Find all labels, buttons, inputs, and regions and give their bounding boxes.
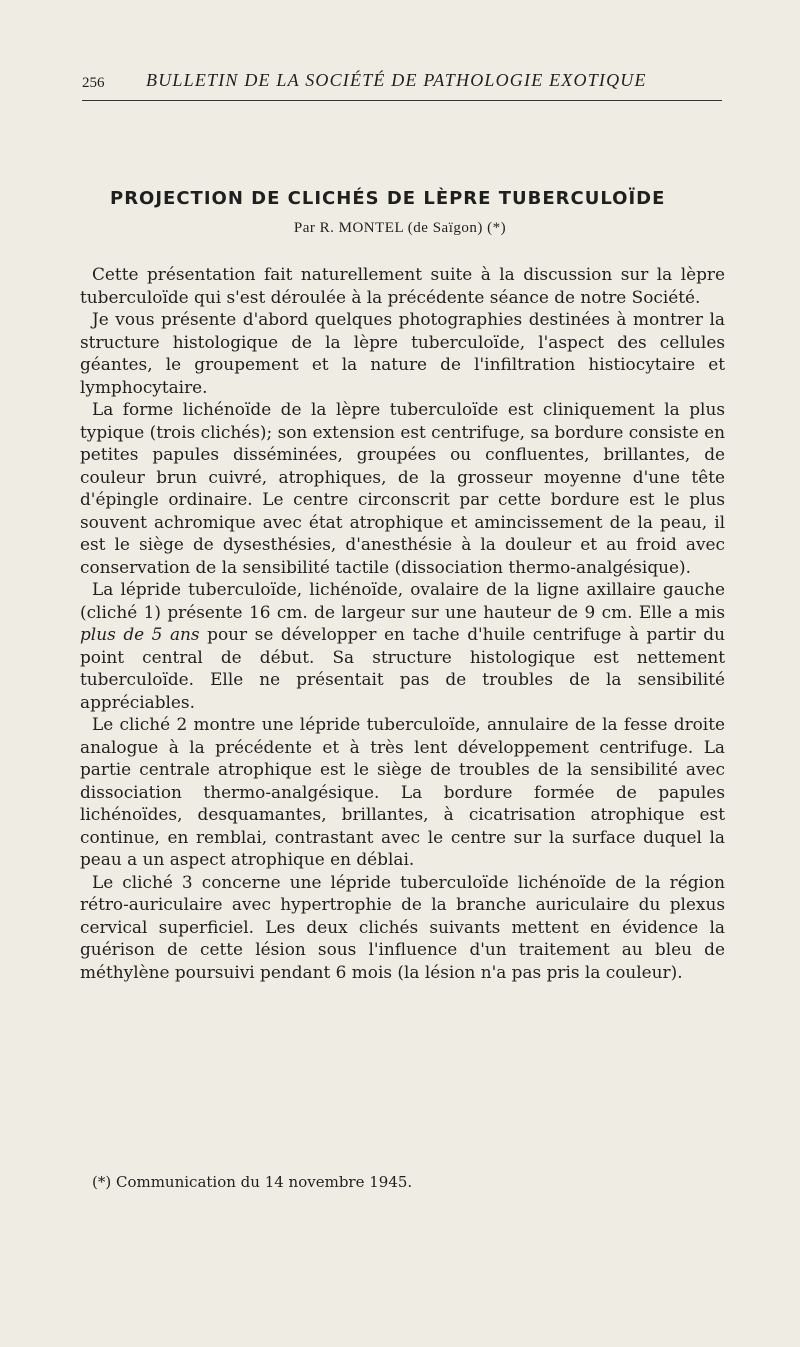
footnote: (*) Communication du 14 novembre 1945. (92, 1173, 413, 1191)
header-rule (82, 100, 722, 101)
byline: Par R. MONTEL (de Saïgon) (*) (293, 220, 507, 236)
paragraph-2: Je vous présente d'abord quelques photographies destinées à montrer la structure histologique de la lèpre tuberculoïde, l'aspect des cellules géantes, le groupement et la nature de l'infiltration histiocytaire et lymphocytaire. (80, 309, 725, 397)
paragraph-4-text-start: La lépride tuberculoïde, lichénoïde, ovalaire de la ligne axillaire gauche (cliché 1) présente 16 cm. de largeur sur une hauteur de 9 cm. Elle a mis (80, 579, 725, 622)
paragraph-4-italic: plus de 5 ans (80, 624, 200, 644)
article-title: PROJECTION DE CLICHÉS DE LÈPRE TUBERCULOÏDE (110, 188, 666, 209)
journal-title: BULLETIN DE LA SOCIÉTÉ DE PATHOLOGIE EXOTIQUE (146, 70, 647, 90)
paragraph-4-text-end: pour se développer en tache d'huile centrifuge à partir du point central de début. Sa structure histologique est nettement tuberculoïde. Elle ne présentait pas de troubles de la sensibilité appréciables. (80, 624, 725, 712)
paragraph-3: La forme lichénoïde de la lèpre tuberculoïde est cliniquement la plus typique (trois clichés); son extension est centrifuge, sa bordure consiste en petites papules disséminées, groupées ou confluentes, brillantes, de couleur brun cuivré, atrophiques, de la grosseur moyenne d'une tête d'épingle ordinaire. Le centre circonscrit par cette bordure est le plus souvent achromique avec état atrophique et amincissement de la peau, il est le siège de dysesthésies, d'anesthésie à la douleur et au froid avec conservation de la sensibilité tactile (dissociation thermo-analgésique). (80, 399, 725, 577)
paragraph-1: Cette présentation fait naturellement suite à la discussion sur la lèpre tuberculoïde qui s'est déroulée à la précédente séance de notre Société. (80, 264, 725, 307)
paragraph-5: Le cliché 2 montre une lépride tuberculoïde, annulaire de la fesse droite analogue à la précédente et à très lent développement centrifuge. La partie centrale atrophique est le siège de troubles de la sensibilité avec dissociation thermo-analgésique. La bordure formée de papules lichénoïdes, desquamantes, brillantes, à cicatrisation atrophique est continue, en remblai, contrastant avec le centre sur la surface duquel la peau a un aspect atrophique en déblai. (80, 714, 725, 869)
paragraph-4 (80, 578, 725, 713)
page-number: 256 (82, 75, 105, 91)
running-head (82, 70, 722, 102)
article-body (80, 263, 725, 983)
paragraph-6: Le cliché 3 concerne une lépride tuberculoïde lichénoïde de la région rétro-auriculaire avec hypertrophie de la branche auriculaire du plexus cervical superficiel. Les deux clichés suivants mettent en évidence la guérison de cette lésion sous l'influence d'un traitement au bleu de méthylène poursuivi pendant 6 mois (la lésion n'a pas pris la couleur). (80, 871, 725, 982)
